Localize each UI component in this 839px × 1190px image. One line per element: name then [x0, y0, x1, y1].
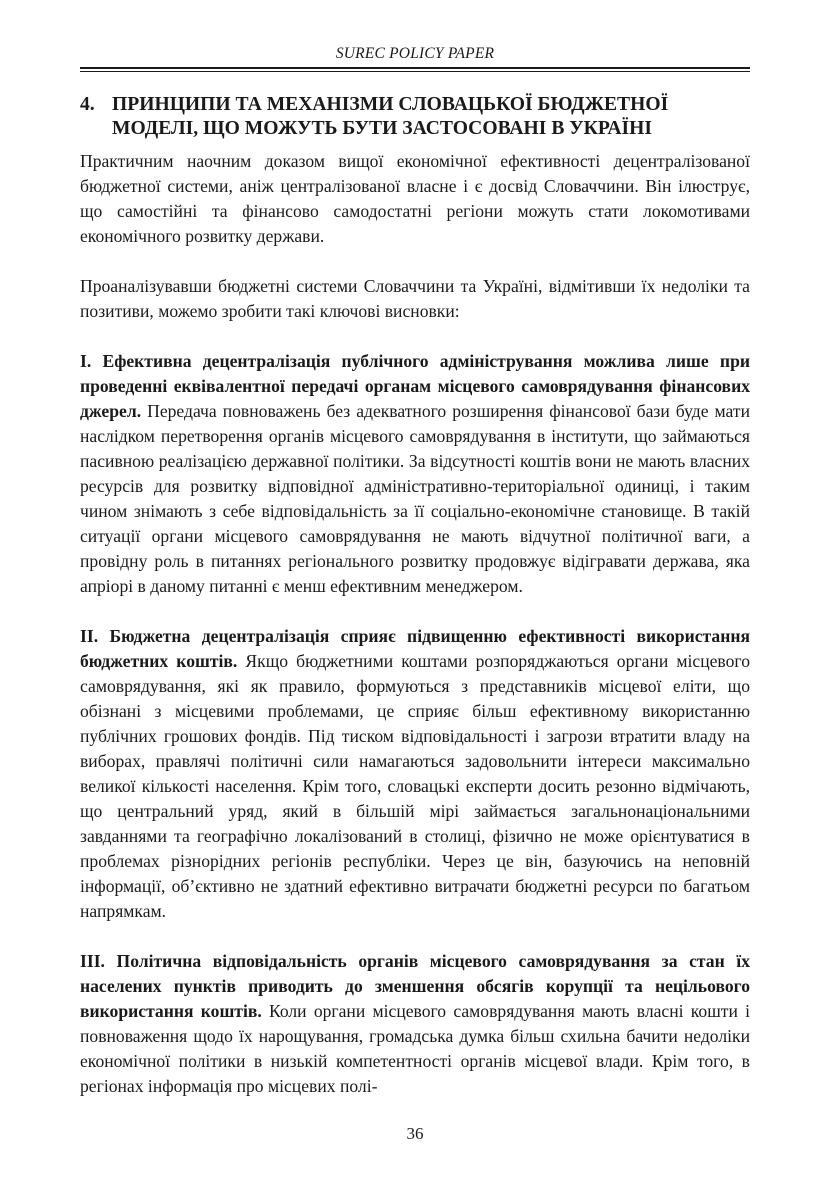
- paragraph-point-3: [80, 949, 750, 1099]
- paragraph-point-1: [80, 349, 750, 599]
- running-header: SUREC POLICY PAPER: [335, 45, 495, 62]
- section-number: 4.: [80, 94, 95, 115]
- header-rule-thin: [80, 71, 750, 72]
- section-title: ПРИНЦИПИ ТА МЕХАНІЗМИ СЛОВАЦЬКОЇ БЮДЖЕТНОЇ МОДЕЛІ, ЩО МОЖУТЬ БУТИ ЗАСТОСОВАНІ В УКРАЇНІ: [112, 94, 669, 139]
- page-number: 36: [406, 1124, 424, 1143]
- header-rule-thick: [80, 67, 750, 69]
- point-2-text: Якщо бюджетними коштами розпоряджаються органи місцевого самоврядування, які як правило, формуються з представників місцевої еліти, що обізнані з місцевими проблемами, це сприяє більш ефективному використанню публічних грошових фондів. Під тиском відповідальності і загрози втратити владу на виборах, правлячі політичні сили намагаються задовольнити інтереси максимально великої кількості населення. Крім того, словацькі експерти досить резонно відмічають, що центральний уряд, який в більшій мірі займається загальнонаціональними завданнями та географічно локалізований в столиці, фізично не може орієнтуватися в проблемах різнорідних регіонів республіки. Через це він, базуючись на неповній інформації, об’єктивно не здатний ефективно витрачати бюджетні ресурси по багатьом напрямкам.: [80, 651, 750, 921]
- paragraph-intro: Практичним наочним доказом вищої економічної ефективності децентралізованої бюджетної системи, аніж централізованої власне і є досвід Словаччини. Він ілюструє, що самостійні та фінансово самодостатні регіони можуть стати локомотивами економічного розвитку держави.: [80, 151, 750, 246]
- paragraph-point-2: [80, 624, 750, 924]
- point-3-text: Коли органи місцевого самоврядування мають власні кошти і повноваження щодо їх нарощування, громадська думка більш схильна бачити недоліки економічної політики в низькій компетентності органів місцевої влади. Крім того, в регіонах інформація про місцевих полі-: [80, 1001, 750, 1096]
- point-3-lead: III. Політична відповідальність органів місцевого самоврядування за стан їх населених пунктів приводить до зменшення обсягів корупції та нецільового використання коштів.: [80, 951, 750, 1021]
- point-2-lead: II. Бюджетна децентралізація сприяє підвищенню ефективності використання бюджетних коштів.: [80, 626, 750, 671]
- section-heading: [80, 93, 750, 141]
- point-1-lead: I. Ефективна децентралізація публічного адміністрування можлива лише при проведенні еквівалентної передачі органам місцевого самоврядування фінансових джерел.: [80, 351, 750, 421]
- paragraph-analysis: Проаналізувавши бюджетні системи Словаччини та Україні, відмітивши їх недоліки та позитиви, можемо зробити такі ключові висновки:: [80, 276, 750, 321]
- point-1-text: Передача повноважень без адекватного розширення фінансової бази буде мати наслідком перетворення органів місцевого самоврядування в інститути, що займаються пасивною реалізацією державної політики. За відсутності коштів вони не мають власних ресурсів для розвитку відповідної адміністративно-територіальної одиниці, і таким чином знімають з себе відповідальність за її соціально-економічне становище. В такій ситуації органи місцевого самоврядування не мають відчутної політичної ваги, а провідну роль в питаннях регіонального розвитку продовжує відігравати держава, яка апріорі в даному питанні є менш ефективним менеджером.: [80, 401, 750, 596]
- body-text: [80, 149, 750, 1099]
